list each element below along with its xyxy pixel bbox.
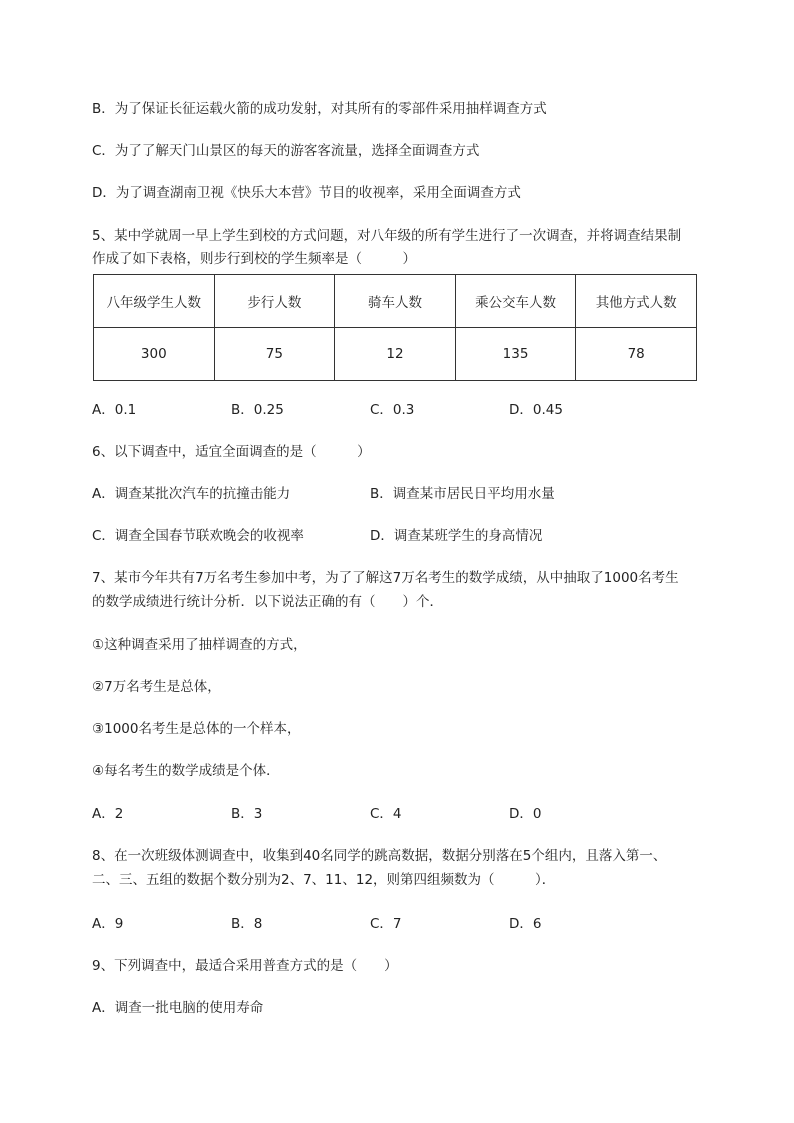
q5-option-a: A．0.1 — [92, 402, 137, 418]
q7-option-d: D．0 — [509, 806, 542, 822]
table-cell: 78 — [576, 328, 697, 381]
table-header-cell: 乘公交车人数 — [455, 275, 576, 328]
q8-option-a: A．9 — [92, 916, 124, 932]
q7-option-b: B．3 — [231, 806, 263, 822]
table-header-cell: 步行人数 — [214, 275, 335, 328]
q8-option-c: C．7 — [370, 916, 402, 932]
table-header-cell: 骑车人数 — [335, 275, 456, 328]
q5-option-d: D．0.45 — [509, 402, 563, 418]
q8-option-d: D．6 — [509, 916, 542, 932]
q9-option-a: A．调查一批电脑的使用寿命 — [92, 1000, 264, 1016]
q6-option-b: B．调查某市居民日平均用水量 — [370, 486, 555, 502]
table-cell: 300 — [94, 328, 215, 381]
table-cell: 75 — [214, 328, 335, 381]
q6-option-c: C．调查全国春节联欢晚会的收视率 — [92, 528, 304, 544]
q5-stem-line2: 作成了如下表格，则步行到校的学生频率是（ ） — [92, 251, 416, 267]
q5-stem-line1: 5、某中学就周一早上学生到校的方式问题，对八年级的所有学生进行了一次调查，并将调查结果制 — [92, 228, 682, 244]
table-header-cell: 其他方式人数 — [576, 275, 697, 328]
table-cell: 12 — [335, 328, 456, 381]
table-row — [94, 328, 697, 381]
q7-statement-4: ④每名考生的数学成绩是个体． — [92, 763, 280, 779]
q7-option-a: A．2 — [92, 806, 124, 822]
table-cell: 135 — [455, 328, 576, 381]
q7-stem-line1: 7、某市今年共有7万名考生参加中考，为了了解这7万名考生的数学成绩，从中抽取了1000名考生 — [92, 570, 679, 586]
q7-statement-3: ③1000名考生是总体的一个样本， — [92, 721, 301, 737]
q6-option-a: A．调查某批次汽车的抗撞击能力 — [92, 486, 291, 502]
q7-statement-2: ②7万名考生是总体， — [92, 679, 221, 695]
q5-frequency-table — [93, 274, 697, 381]
q9-stem: 9、下列调查中，最适合采用普查方式的是（ ） — [92, 958, 398, 974]
q7-option-c: C．4 — [370, 806, 402, 822]
q6-option-d: D．调查某班学生的身高情况 — [370, 528, 543, 544]
table-header-cell: 八年级学生人数 — [94, 275, 215, 328]
q8-stem-line2: 二、三、五组的数据个数分别为2、7、11、12，则第四组频数为（ ）． — [92, 872, 556, 888]
q4-option-c: C．为了了解天门山景区的每天的游客客流量，选择全面调查方式 — [92, 143, 480, 159]
q8-stem-line1: 8、在一次班级体测调查中，收集到40名同学的跳高数据，数据分别落在5个组内，且落入第一、 — [92, 848, 667, 864]
q5-option-b: B．0.25 — [231, 402, 284, 418]
q6-stem: 6、以下调查中，适宜全面调查的是（ ） — [92, 444, 371, 460]
q5-option-c: C．0.3 — [370, 402, 415, 418]
q7-statement-1: ①这种调查采用了抽样调查的方式， — [92, 637, 307, 653]
q4-option-d: D．为了调查湖南卫视《快乐大本营》节目的收视率，采用全面调查方式 — [92, 185, 521, 201]
q4-option-b: B．为了保证长征运载火箭的成功发射，对其所有的零部件采用抽样调查方式 — [92, 101, 547, 117]
table-header-row — [94, 275, 697, 328]
q7-stem-line2: 的数学成绩进行统计分析．以下说法正确的有（ ）个． — [92, 594, 443, 610]
q8-option-b: B．8 — [231, 916, 263, 932]
